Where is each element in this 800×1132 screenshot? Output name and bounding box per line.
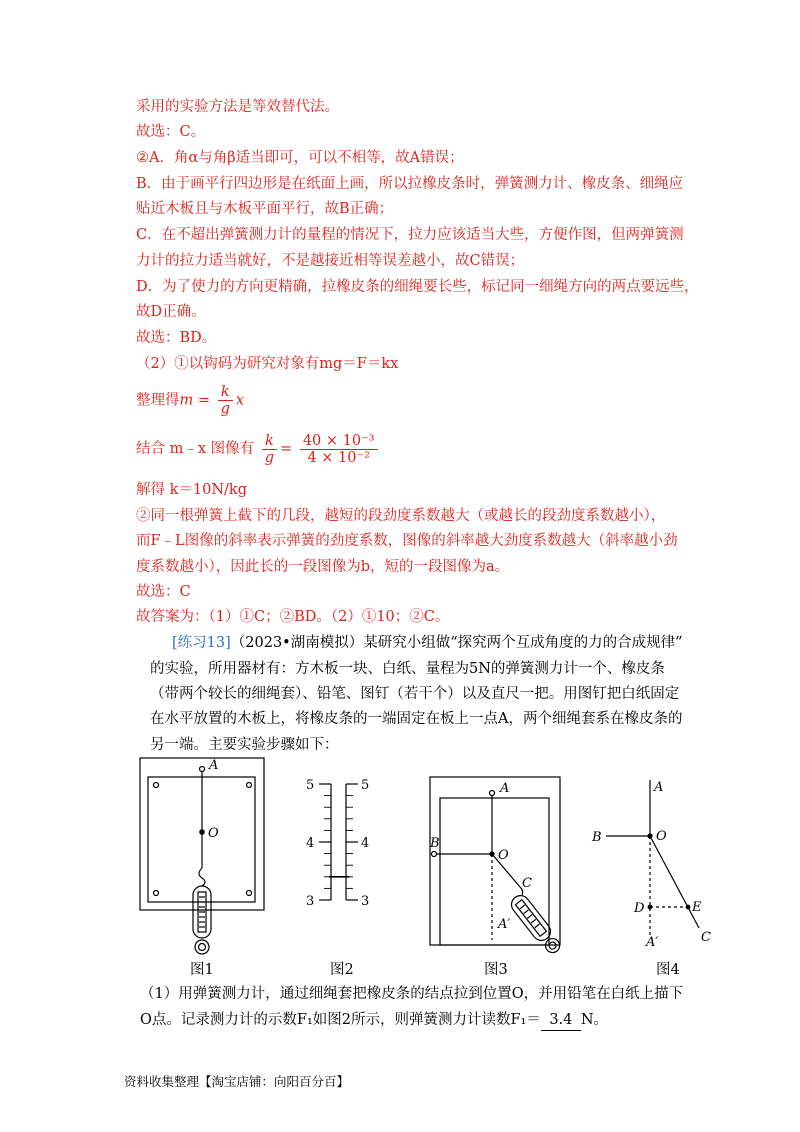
fraction-numerator: k xyxy=(262,433,277,450)
exercise-source: （2023•湖南模拟）某研究小组做“探究两个互成角度的力的合成规律” xyxy=(230,635,683,651)
solution-line: 解得 k＝10N/kg xyxy=(136,482,247,498)
answer-blank: 3.4 xyxy=(541,1010,581,1031)
equals-sign: = xyxy=(280,441,293,457)
solution-line: ②A．角α与角β适当即可，可以不相等，故A错误； xyxy=(136,150,464,166)
exercise-tag: [练习13] xyxy=(172,635,231,651)
figure-2-caption: 图2 xyxy=(330,962,354,978)
point-o xyxy=(489,851,494,856)
scale-tick-label: 4 xyxy=(361,836,370,851)
label-a: A xyxy=(654,780,664,795)
exercise-line: 的实验，所用器材有：方木板一块、白纸、量程为5N的弹簧测力计一个、橡皮条 xyxy=(150,661,665,677)
label-a: A xyxy=(500,781,510,796)
answer-summary: 故答案为：（1）①C；②BD。（2）①10；②C。 xyxy=(136,609,450,625)
scale-tick-label: 3 xyxy=(361,894,370,909)
exercise-line: 在水平放置的木板上，将橡皮条的一端固定在板上一点A，两个细绳套系在橡皮条的 xyxy=(150,711,683,727)
fraction-numerator: k xyxy=(218,384,233,401)
label-d: D xyxy=(634,901,645,916)
solution-line: D．为了使力的方向更精确，拉橡皮条的细绳要长些，标记同一细绳方向的两点要远些， xyxy=(136,279,699,295)
exercise-line: （带两个较长的细绳套）、铅笔、图钉（若干个）以及直尺一把。用图钉把白纸固定 xyxy=(150,686,680,702)
question-unit: N。 xyxy=(580,1012,609,1028)
label-b: B xyxy=(430,836,440,851)
fraction-denominator: g xyxy=(264,449,275,466)
solution-line: 采用的实验方法是等效替代法。 xyxy=(136,99,339,115)
solution-line: 故选：C。 xyxy=(136,124,206,140)
fraction-numerator: 40 × 10⁻³ xyxy=(300,433,378,450)
formula-1 xyxy=(136,384,244,417)
solution-line: 故选：C xyxy=(136,584,191,600)
figure-1-caption: 图1 xyxy=(190,962,214,978)
solution-line: B．由于画平行四边形是在纸面上画，所以拉橡皮条时，弹簧测力计、橡皮条、细绳应 xyxy=(136,176,684,192)
fraction-denominator: 4 × 10⁻² xyxy=(307,449,370,466)
question-text: O点。记录测力计的示数F₁如图2所示，则弹簧测力计读数F₁＝ xyxy=(140,1012,541,1028)
formula-prefix: 结合 m﹣x 图像有 xyxy=(136,441,255,457)
figure-3-caption: 图3 xyxy=(484,962,508,978)
figure-1-board xyxy=(140,758,264,954)
figure-3-board xyxy=(430,777,564,957)
label-a-prime: A′ xyxy=(646,935,659,950)
solution-line: C．在不超出弹簧测力计的量程的情况下，拉力应该适当大些，方便作图，但两弹簧测 xyxy=(136,227,684,243)
label-o: O xyxy=(656,829,667,844)
label-o: O xyxy=(498,848,509,863)
fraction-values xyxy=(300,433,378,466)
exercise-header xyxy=(172,633,683,653)
page-footer: 资料收集整理【淘宝店铺：向阳百分百】 xyxy=(124,1074,350,1089)
formula-lhs: m = xyxy=(179,392,211,409)
scale-tick-label: 4 xyxy=(306,836,315,851)
label-a: A xyxy=(209,758,219,773)
label-c: C xyxy=(522,876,532,891)
label-b: B xyxy=(592,830,602,845)
formula-2 xyxy=(136,432,381,466)
figure-4-caption: 图4 xyxy=(656,962,680,978)
fraction-denominator: g xyxy=(220,401,230,417)
solution-line: 故D正确。 xyxy=(136,304,206,320)
label-o: O xyxy=(208,826,219,841)
solution-line: （2）①以钩码为研究对象有mg＝F＝kx xyxy=(136,356,399,372)
label-e: E xyxy=(692,900,702,915)
question-1-line: （1）用弹簧测力计，通过细绳套把橡皮条的结点拉到位置O，并用铅笔在白纸上描下 xyxy=(140,986,684,1002)
scale-tick-label: 5 xyxy=(361,778,370,793)
point-d xyxy=(648,905,653,910)
solution-line: 贴近木板且与木板平面平行，故B正确； xyxy=(136,201,394,217)
experiment-figures xyxy=(0,750,800,960)
fraction-k-over-g xyxy=(262,433,277,466)
formula-prefix: 整理得 xyxy=(136,392,180,409)
point-o xyxy=(647,833,652,838)
exercise-line: 另一端。主要实验步骤如下： xyxy=(150,737,339,753)
point-e xyxy=(686,905,691,910)
solution-line: ②同一根弹簧上截下的几段，越短的段劲度系数越大（或越长的段劲度系数越小）， xyxy=(136,508,666,524)
point-o xyxy=(199,829,205,835)
fraction-k-over-g xyxy=(218,384,233,417)
figure-2-scale xyxy=(319,784,358,900)
scale-tick-label: 3 xyxy=(306,894,315,909)
solution-line: 度系数越小），因此长的一段图像为b，短的一段图像为a。 xyxy=(136,559,510,575)
solution-line: 力计的拉力适当就好，不是越接近相等误差越小，故C错误； xyxy=(136,253,525,269)
figure-4-diagram xyxy=(606,780,699,935)
scale-tick-label: 5 xyxy=(306,778,315,793)
solution-line: 故选：BD。 xyxy=(136,330,217,346)
formula-suffix: x xyxy=(235,392,245,409)
label-c: C xyxy=(701,930,711,945)
solution-line: 而F﹣L图像的斜率表示弹簧的劲度系数，图像的斜率越大劲度系数越大（斜率越小劲 xyxy=(136,533,678,549)
question-1-line xyxy=(140,1010,608,1031)
label-a-prime: A′ xyxy=(498,917,511,932)
